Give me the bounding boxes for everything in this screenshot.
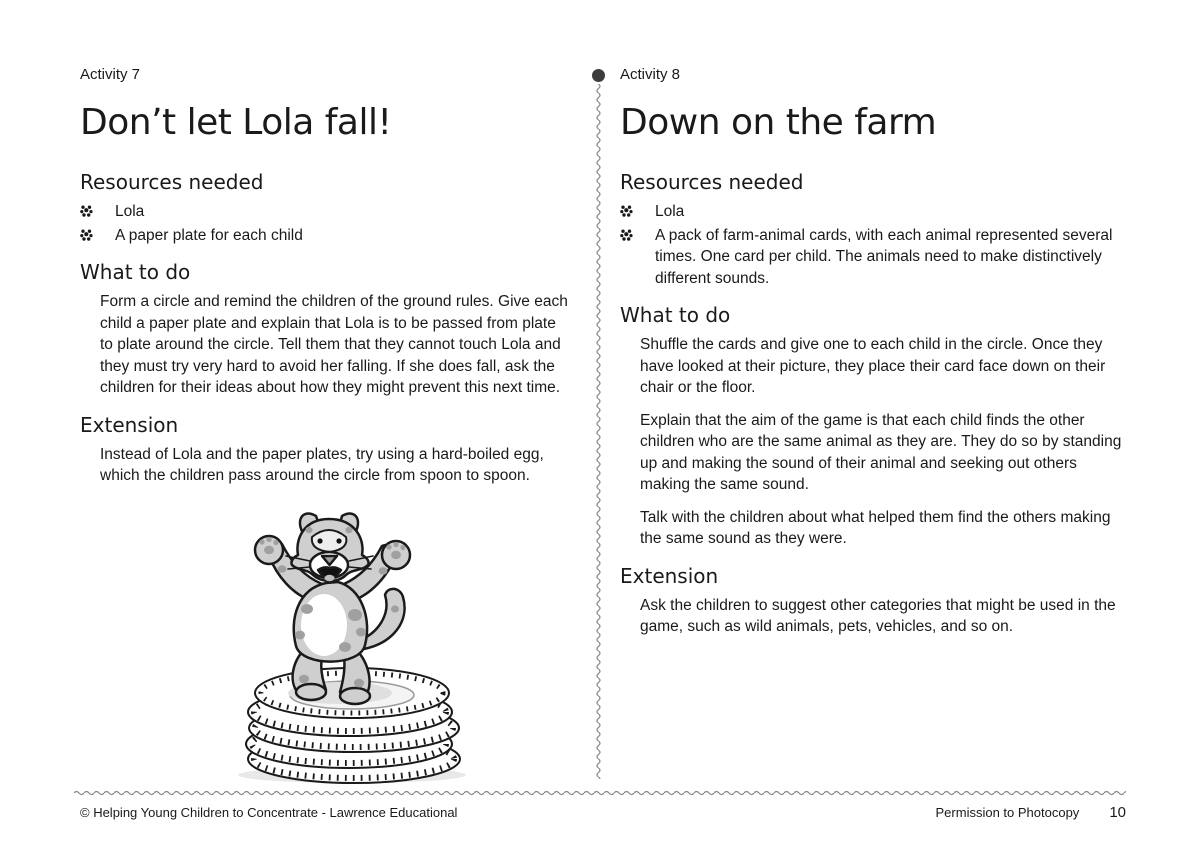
footer-right bbox=[936, 805, 1126, 821]
footer bbox=[80, 805, 1126, 821]
list-item bbox=[80, 201, 568, 223]
resource-text: A pack of farm-animal cards, with each animal represented several times. One card per child. The animals need to make distinctively different sounds. bbox=[655, 226, 1113, 287]
activity8-extension-paragraph: Ask the children to suggest other categories that might be used in the game, such as wild animals, pets, vehicles, and so on. bbox=[640, 596, 1116, 635]
activity8-resources-list bbox=[620, 201, 1128, 289]
paw-print-icon bbox=[80, 204, 93, 218]
activity8-what-paragraph: Shuffle the cards and give one to each child in the circle. Once they have looked at their picture, they place their card face down on their chair or the floor. bbox=[640, 336, 1106, 396]
column-divider bbox=[592, 69, 605, 781]
paw-print-icon bbox=[620, 204, 633, 218]
activity7-what-paragraph: Form a circle and remind the children of the ground rules. Give each child a paper plate and explain that Lola is to be passed from plate to plate around the circle. Tell them that they cannot touch Lola and they must try very hard to avoid her falling. If she does fall, ask the children for their ideas about how they might prevent this next time. bbox=[100, 293, 568, 396]
resource-text: A paper plate for each child bbox=[115, 226, 303, 244]
page-number: 10 bbox=[1109, 804, 1126, 821]
activity7-column bbox=[80, 66, 568, 789]
activity8-extension-heading: Extension bbox=[620, 563, 719, 588]
activity8-what-paragraph: Talk with the children about what helped them find the others making the same sound as they were. bbox=[640, 508, 1111, 547]
divider-dot-icon bbox=[592, 69, 605, 82]
list-item bbox=[80, 225, 568, 247]
activity7-resources-list bbox=[80, 201, 568, 246]
activity7-extension-paragraph: Instead of Lola and the paper plates, try using a hard-boiled egg, which the children pass around the circle from spoon to spoon. bbox=[100, 445, 544, 484]
activity8-what-heading: What to do bbox=[620, 303, 731, 327]
paw-print-icon bbox=[620, 228, 633, 242]
activity8-what-paragraph: Explain that the aim of the game is that each child finds the other children who are the same animal as they are. They do so by standing up and making the sound of their animal and seeking out others making the same sound. bbox=[640, 411, 1122, 493]
activity8-title: Down on the farm bbox=[620, 102, 937, 143]
resource-text: Lola bbox=[655, 203, 685, 220]
resource-text: Lola bbox=[115, 203, 145, 220]
activity8-resources-heading: Resources needed bbox=[620, 170, 804, 194]
list-item bbox=[620, 225, 1128, 290]
footer-wavy-rule bbox=[74, 788, 1126, 798]
lola-illustration-svg bbox=[212, 497, 494, 789]
activity7-extension-heading: Extension bbox=[80, 412, 179, 437]
list-item bbox=[620, 201, 1128, 223]
footer-copyright: © Helping Young Children to Concentrate - Lawrence Educational bbox=[80, 805, 458, 820]
activity8-label: Activity 8 bbox=[620, 66, 681, 83]
lola-on-plates-illustration bbox=[212, 497, 494, 789]
activity7-label: Activity 7 bbox=[80, 66, 141, 83]
activity7-title: Don’t let Lola fall! bbox=[80, 102, 392, 143]
activity7-resources-heading: Resources needed bbox=[80, 170, 264, 194]
divider-wavy-line bbox=[592, 84, 605, 779]
activity8-column bbox=[620, 66, 1128, 638]
activity7-what-heading: What to do bbox=[80, 260, 191, 284]
paw-print-icon bbox=[80, 228, 93, 242]
footer-permission: Permission to Photocopy bbox=[935, 805, 1080, 820]
